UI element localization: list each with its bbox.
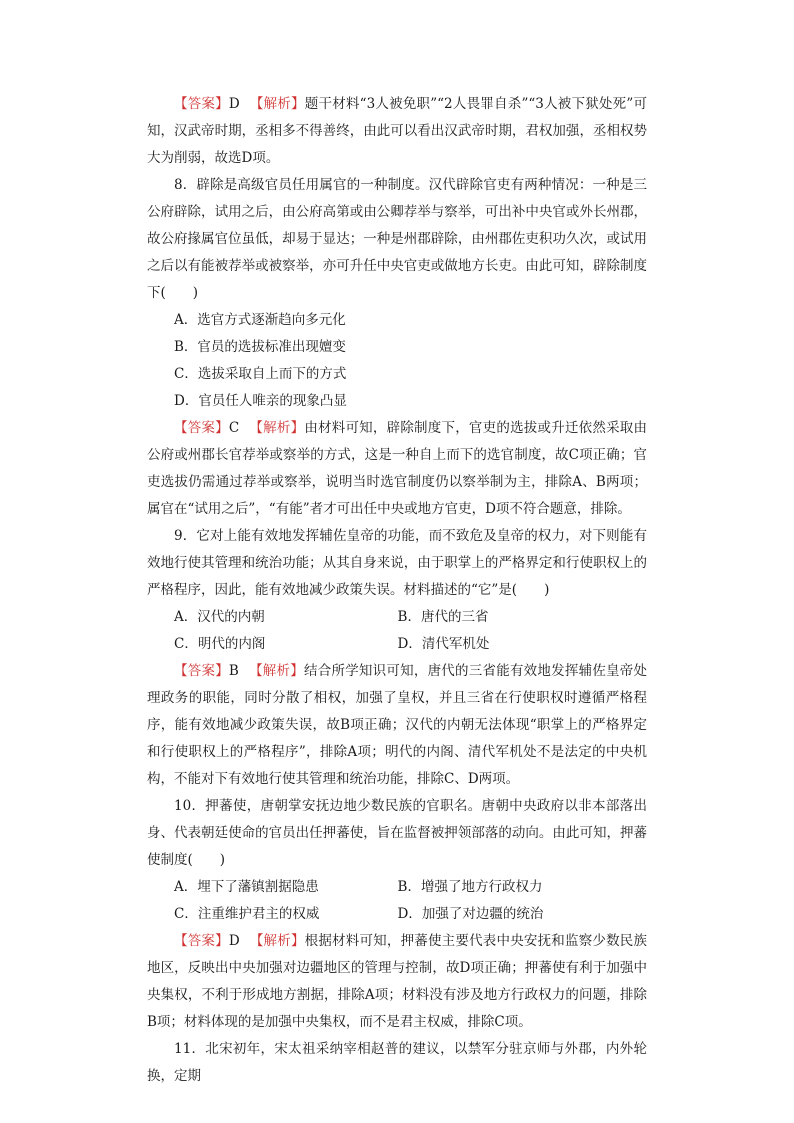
q9-stem: 9．它对上能有效地发挥辅佐皇帝的功能，而不致危及皇帝的权力，对下则能有效地行使其管理和统治功能；从其自身来说，由于职掌上的严格界定和行使职权上的严格程序，因此，能有效地减少政策失误。材料描述的“它”是( ) [147, 528, 647, 598]
q9-options-row-1 [147, 604, 647, 631]
q7-answer: D [228, 96, 240, 112]
analysis-label: 【解析】 [249, 96, 305, 112]
q8-stem: 8．辟除是高级官员任用属官的一种制度。汉代辟除官吏有两种情况：一种是三公府辟除，试用之后，由公府高第或由公卿荐举与察举，可出补中央官或外长州郡，故公府掾属官位虽低，却易于显达；一种是州郡辟除，由州郡佐吏积功久次，或试用之后以有能被荐举或被察举，亦可升任中央官吏或做地方长吏。由此可知，辟除制度下( ) [147, 177, 647, 301]
q8-answer-block [147, 415, 647, 523]
q10-option-c: C．注重维护君主的权威 [174, 906, 320, 922]
q10-option-d: D．加强了对边疆的统治 [397, 906, 544, 922]
q9-answer-block [147, 658, 647, 793]
q9-answer: B [228, 663, 239, 679]
answer-label: 【答案】 [174, 663, 229, 679]
answer-label: 【答案】 [174, 96, 229, 112]
q8-option-c: C．选拔采取自上而下的方式 [174, 366, 347, 382]
q10-option-b: B．增强了地方行政权力 [397, 879, 543, 895]
q7-answer-block [147, 91, 647, 172]
q9-option-d: D．清代军机处 [397, 636, 490, 652]
answer-label: 【答案】 [174, 933, 229, 949]
q10-answer-block [147, 928, 647, 1036]
q9-analysis: 结合所学知识可知，唐代的三省能有效地发挥辅佐皇帝处理政务的职能，同时分散了相权，加强了皇权，并且三省在行使职权时遵循严格程序，能有效地减少政策失误，故B项正确；汉代的内朝无法体现“职掌上的严格界定和行使职权上的严格程序”，排除A项；明代的内阁、清代军机处不是法定的中央机构，不能对下有效地行使其管理和统治功能，排除C、D两项。 [147, 663, 648, 787]
q8-option-d: D．官员任人唯亲的现象凸显 [174, 393, 347, 409]
q8-option-b: B．官员的选拔标准出现嬗变 [174, 339, 346, 355]
q9-option-c: C．明代的内阁 [174, 636, 266, 652]
analysis-label: 【解析】 [249, 933, 305, 949]
analysis-label: 【解析】 [249, 420, 305, 436]
q11-stem: 11．北宋初年，宋太祖采纳宰相赵普的建议，以禁军分驻京师与外郡，内外轮换，定期 [147, 1041, 647, 1084]
q10-answer: D [228, 933, 240, 949]
page-content [147, 91, 647, 1090]
answer-label: 【答案】 [174, 420, 229, 436]
q8-answer: C [228, 420, 240, 436]
analysis-label: 【解析】 [248, 663, 304, 679]
q9-option-b: B．唐代的三省 [397, 609, 489, 625]
q7-analysis: 题干材料“3人被免职”“2人畏罪自杀”“3人被下狱处死”可知，汉武帝时期，丞相多不得善终，由此可以看出汉武帝时期，君权加强，丞相权势大为削弱，故选D项。 [147, 96, 647, 166]
q10-options-row-1 [147, 874, 647, 901]
q8-option-a: A．选官方式逐渐趋向多元化 [174, 312, 346, 328]
q9-options-row-2 [147, 631, 647, 658]
q10-analysis: 根据材料可知，押蕃使主要代表中央安抚和监察少数民族地区，反映出中央加强对边疆地区的管理与控制，故D项正确；押蕃使有利于加强中央集权，不利于形成地方割据，排除A项；材料没有涉及地方行政权力的问题，排除B项；材料体现的是加强中央集权，而不是君主权威，排除C项。 [147, 933, 648, 1030]
q8-analysis: 由材料可知，辟除制度下，官吏的选拔或升迁依然采取由公府或州郡长官荐举或察举的方式，这是一种自上而下的选官制度，故C项正确；官吏选拔仍需通过荐举或察举，说明当时选官制度仍以察举制为主，排除A、B两项；属官在“试用之后”，“有能”者才可出任中央或地方官吏，D项不符合题意，排除。 [147, 420, 648, 517]
q10-stem: 10．押蕃使，唐朝掌安抚边地少数民族的官职名。唐朝中央政府以非本部落出身、代表朝廷使命的官员出任押蕃使，旨在监督被押领部落的动向。由此可知，押蕃使制度( ) [147, 798, 647, 868]
q10-options-row-2 [147, 901, 647, 928]
q10-option-a: A．埋下了藩镇割据隐患 [174, 879, 319, 895]
q9-option-a: A．汉代的内朝 [174, 609, 265, 625]
